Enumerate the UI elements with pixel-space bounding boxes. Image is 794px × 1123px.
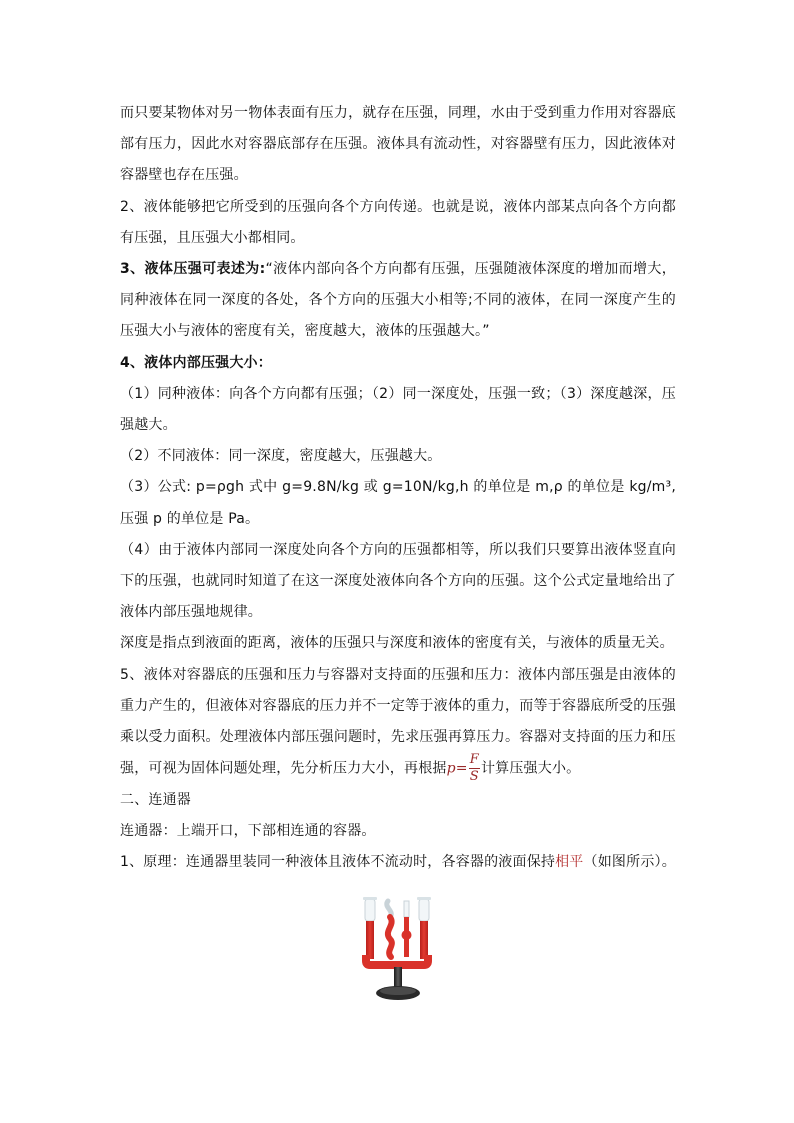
- principle-text-end: （如图所示）。: [583, 854, 676, 871]
- paragraph-formula: （3）公式: p=ρgh 式中 g=9.8N/kg 或 g=10N/kg,h 的单位是 m,ρ 的单位是 kg/m³,压强 p 的单位是 Pa。: [120, 479, 676, 527]
- paragraph-point-5: [120, 660, 676, 785]
- point-5-text-end: 计算压强大小。: [480, 760, 581, 777]
- bulb-liquid: [402, 930, 412, 940]
- point-3-heading: 3、液体压强可表述为:: [120, 261, 266, 278]
- right-rim: [417, 897, 431, 900]
- point-5-text: 5、液体对容器底的压强和压力与容器对支持面的压强和压力：液体内部压强是由液体的重力产生的，但液体对容器底的压力并不一定等于液体的重力，而等于容器底所受的压强乘以受力面积。处理液体内部压强问题时，先求压强再算压力。容器对支持面的压力和压强，可视为固体问题处理，先分析压力大小，再根据: [120, 666, 676, 777]
- base-liquid-tube: [366, 955, 428, 965]
- paragraph-depth-definition: 深度是指点到液面的距离，液体的压强只与深度和液体的密度有关，与液体的质量无关。: [120, 635, 674, 652]
- formula-numerator: F: [469, 752, 479, 768]
- paragraph-different-liquid: （2）不同液体：同一深度，密度越大，压强越大。: [120, 448, 442, 465]
- paragraph-explanation: （4）由于液体内部同一深度处向各个方向的压强都相等，所以我们只要算出液体竖直向下的压强，也就同时知道了在这一深度处液体向各个方向的压强。这个公式定量地给出了液体内部压强地规律。: [120, 541, 676, 621]
- thin-tube-top: [404, 901, 409, 917]
- stand-base-top: [380, 987, 416, 995]
- paragraph-point-4-heading: 4、液体内部压强大小：: [120, 354, 272, 371]
- principle-highlight: 相平: [555, 854, 584, 871]
- paragraph-pressure-intro: 而只要某物体对另一物体表面有压力，就存在压强，同理，水由于受到重力作用对容器底部有压力，因此水对容器底部存在压强。液体具有流动性，对容器壁有压力，因此液体对容器壁也存在压强。: [120, 105, 676, 184]
- connected-vessel-illustration: [343, 895, 453, 1005]
- principle-text: 1、原理：连通器里装同一种液体且液体不流动时，各容器的液面保持: [120, 854, 556, 871]
- formula-p-symbol: p: [446, 760, 456, 777]
- right-liquid-column: [420, 921, 428, 959]
- paragraph-point-3: [120, 254, 676, 348]
- paragraph-principle: [120, 847, 676, 878]
- paragraph-connected-vessel-definition: 连通器：上端开口，下部相连通的容器。: [120, 823, 376, 840]
- connected-vessel-figure: [343, 895, 453, 1005]
- section-heading-connected-vessels: 二、连通器: [120, 791, 191, 808]
- point-3-text: “液体内部向各个方向都有压强，压强随液体深度的增加而增大，同种液体在同一深度的各处，各个方向的压强大小相等;不同的液体，在同一深度产生的压强大小与液体的密度有关，密度越大，液体的压强越大。”: [120, 261, 676, 340]
- left-tube-top: [365, 899, 375, 921]
- paragraph-same-liquid: （1）同种液体：向各个方向都有压强；（2）同一深度处，压强一致；（3）深度越深，压强越大。: [120, 385, 676, 434]
- right-tube-top: [419, 899, 429, 921]
- formula-denominator: S: [469, 769, 479, 785]
- wavy-liquid-column: [388, 917, 392, 957]
- paragraph-point-2: 2、液体能够把它所受到的压强向各个方向传递。也就是说，液体内部某点向各个方向都有压强，且压强大小都相同。: [120, 198, 676, 246]
- document-body: [120, 98, 676, 879]
- formula-equals: =: [455, 760, 468, 777]
- left-rim: [363, 897, 377, 900]
- left-liquid-column: [366, 921, 374, 959]
- formula-fraction: [469, 753, 480, 784]
